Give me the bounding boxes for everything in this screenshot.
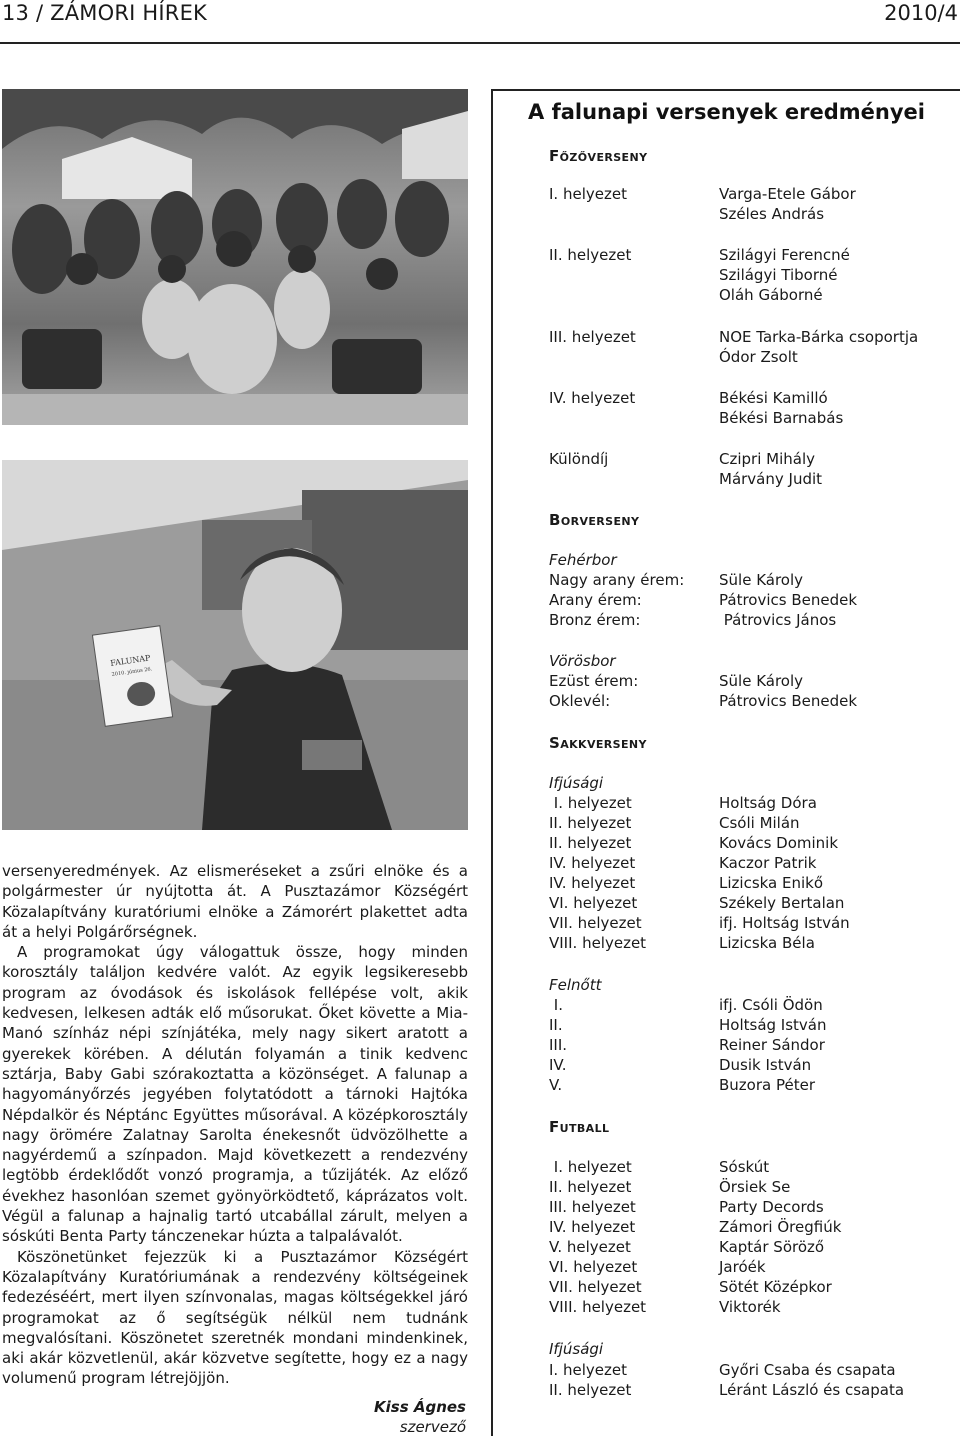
name: Szilágyi Tiborné xyxy=(719,266,838,284)
subheading-felnott: Felnőtt xyxy=(549,976,602,994)
result-row xyxy=(493,874,960,894)
result-row xyxy=(493,1278,960,1298)
place: II. xyxy=(549,1016,563,1034)
result-row xyxy=(493,328,960,348)
article-paragraph: Köszönetünket fejezzük ki a Pusztazámor Községért Közalapítvány Kuratóriumának a rendezvény költségeinek fedezéséért, mert ilyen színvonalas, magas költségekkel járó programokat az ő segítségük nélkül nem tudnánk megvalósítani. Köszönetet szeretnék mondani mindenkinek, aki akár közvetlenül, akár közvetve segítette, hogy ez a nagy volumenű program létrejöjjön. xyxy=(2,1247,468,1388)
result-row xyxy=(493,1158,960,1178)
place: VIII. helyezet xyxy=(549,934,647,952)
name: Pátrovics Benedek xyxy=(719,591,858,609)
place: I. helyezet xyxy=(549,1158,632,1176)
subheading-ifjusagi: Ifjúsági xyxy=(549,774,604,792)
name: Holtság Dóra xyxy=(719,794,817,812)
place: II. helyezet xyxy=(549,246,632,264)
name: Székely Bertalan xyxy=(719,894,845,912)
name: ifj. Csóli Ödön xyxy=(719,996,823,1014)
place: IV. helyezet xyxy=(549,1218,636,1236)
result-row xyxy=(493,611,960,631)
name: Süle Károly xyxy=(719,672,804,690)
place: I. helyezet xyxy=(549,794,632,812)
result-row xyxy=(493,1036,960,1056)
article-body xyxy=(2,861,468,1389)
name: Pátrovics János xyxy=(719,611,837,629)
subheading-futball-ifjusagi: Ifjúsági xyxy=(549,1340,604,1358)
result-row xyxy=(493,692,960,712)
result-row xyxy=(493,854,960,874)
name: Békési Kamilló xyxy=(719,389,828,407)
result-row xyxy=(493,814,960,834)
result-row xyxy=(493,591,960,611)
name: Csóli Milán xyxy=(719,814,800,832)
name: Süle Károly xyxy=(719,571,804,589)
result-row xyxy=(493,1016,960,1036)
place: Nagy arany érem: xyxy=(549,571,685,589)
article-paragraph: A programokat úgy válogattuk össze, hogy minden korosztály találjon kedvére valót. Az egyik legsikeresebb program az óvodások és iskolások fellépése volt, akik kedvesen, lelkesen adták elő műsorukat. Őket követte a Mia-Manó színház népi színjátéka, mely nagy sikert aratott a gyerekek körében. A délután folyamán a tinik kedvenc sztárja, Baby Gabi szórakoztatta a közönséget. A falunap a hagyományőrzés jegyében folytatódott a tárnoki Hajtóka Népdalkör és Néptánc Együttes műsorával. A középkorosztály nagy örömére Zalatnay Sarolta énekesnőt üdvözölhette a nagyérdemű a színpadon. Majd következett a rendezvény legtöbb érdeklődőt vonzó programja, a tűzijáték. Az előző évekhez hasonlóan szemet gyönyörködtető, káprázatos volt. Végül a falunap a hajnalig tartó utcabállal zárult, melyen a sóskúti Benta Party tánczenekar húzta a talpalávalót. xyxy=(2,943,468,1246)
result-row xyxy=(493,571,960,591)
name: Győri Csaba és csapata xyxy=(719,1361,896,1379)
place: Ezüst érem: xyxy=(549,672,639,690)
page-header xyxy=(0,0,960,44)
result-row xyxy=(493,1218,960,1238)
name: Örsiek Se xyxy=(719,1178,791,1196)
place: VII. helyezet xyxy=(549,1278,642,1296)
place: Különdíj xyxy=(549,450,609,468)
subheading-vorosbor: Vörösbor xyxy=(549,652,616,670)
place: VI. helyezet xyxy=(549,1258,638,1276)
name: Zámori Öregfiúk xyxy=(719,1218,842,1236)
card-date: 2010. június 26. xyxy=(111,666,153,678)
place: VIII. helyezet xyxy=(549,1298,647,1316)
name: Czipri Mihály xyxy=(719,450,815,468)
header-issue-title: 13 / ZÁMORI HÍREK xyxy=(2,1,208,25)
result-row xyxy=(493,1076,960,1096)
result-row xyxy=(493,794,960,814)
result-row xyxy=(493,348,960,368)
author-role: szervező xyxy=(399,1418,466,1436)
name: Lizicska Béla xyxy=(719,934,815,952)
place: VI. helyezet xyxy=(549,894,638,912)
name: Ódor Zsolt xyxy=(719,348,798,366)
result-row xyxy=(493,389,960,409)
result-row xyxy=(493,185,960,205)
name: Varga-Etele Gábor xyxy=(719,185,856,203)
result-row xyxy=(493,286,960,306)
result-row xyxy=(493,205,960,225)
name: Sóskút xyxy=(719,1158,770,1176)
place: Oklevél: xyxy=(549,692,611,710)
place: III. xyxy=(549,1036,568,1054)
place: VII. helyezet xyxy=(549,914,642,932)
crowd-photo xyxy=(2,89,468,425)
boy-with-card-photo xyxy=(2,460,468,830)
place: IV. xyxy=(549,1056,567,1074)
place: Bronz érem: xyxy=(549,611,641,629)
section-heading-borverseny: Borverseny xyxy=(549,511,640,529)
result-row xyxy=(493,266,960,286)
results-title: A falunapi versenyek eredményei xyxy=(528,100,925,124)
section-heading-fozoverseny: Főzőverseny xyxy=(549,147,648,165)
result-row xyxy=(493,1381,960,1401)
name: Buzora Péter xyxy=(719,1076,815,1094)
place: I. helyezet xyxy=(549,185,627,203)
place: II. helyezet xyxy=(549,814,632,832)
result-row xyxy=(493,1298,960,1318)
header-issue-number: 2010/4 xyxy=(884,1,958,25)
place: II. helyezet xyxy=(549,1178,632,1196)
result-row xyxy=(493,672,960,692)
place: IV. helyezet xyxy=(549,389,636,407)
name: Sötét Középkor xyxy=(719,1278,832,1296)
name: Dusik István xyxy=(719,1056,812,1074)
result-row xyxy=(493,834,960,854)
result-row xyxy=(493,934,960,954)
name: Márvány Judit xyxy=(719,470,823,488)
article-paragraph: versenyeredmények. Az elismeréseket a zsűri elnöke és a polgármester úr nyújtotta át. A Pusztazámor Községért Közalapítvány kuratóriumi elnöke a Zámorért plakettet adta át a helyi Polgárőrségnek. xyxy=(2,862,468,941)
name: Holtság István xyxy=(719,1016,827,1034)
result-row xyxy=(493,914,960,934)
result-row xyxy=(493,1198,960,1218)
name: NOE Tarka-Bárka csoportja xyxy=(719,328,919,346)
name: Széles András xyxy=(719,205,825,223)
name: Jaróék xyxy=(719,1258,766,1276)
name: Léránt László és csapata xyxy=(719,1381,905,1399)
place: Arany érem: xyxy=(549,591,642,609)
place: IV. helyezet xyxy=(549,874,636,892)
result-row xyxy=(493,1178,960,1198)
subheading-feherbor: Fehérbor xyxy=(549,551,617,569)
name: Békési Barnabás xyxy=(719,409,844,427)
name: Party Decords xyxy=(719,1198,824,1216)
name: Viktorék xyxy=(719,1298,781,1316)
name: Kaptár Söröző xyxy=(719,1238,825,1256)
place: II. helyezet xyxy=(549,1381,632,1399)
section-heading-futball: Futball xyxy=(549,1118,610,1136)
name: Lizicska Enikő xyxy=(719,874,824,892)
place: III. helyezet xyxy=(549,1198,636,1216)
place: II. helyezet xyxy=(549,834,632,852)
name: Reiner Sándor xyxy=(719,1036,825,1054)
place: V. helyezet xyxy=(549,1238,631,1256)
result-row xyxy=(493,450,960,470)
name: Kovács Dominik xyxy=(719,834,839,852)
author-name: Kiss Ágnes xyxy=(374,1398,466,1416)
place: I. xyxy=(549,996,563,1014)
result-row xyxy=(493,1361,960,1381)
place: IV. helyezet xyxy=(549,854,636,872)
place: I. helyezet xyxy=(549,1361,627,1379)
name: Pátrovics Benedek xyxy=(719,692,858,710)
place: III. helyezet xyxy=(549,328,636,346)
section-heading-sakkverseny: Sakkverseny xyxy=(549,734,647,752)
name: Oláh Gáborné xyxy=(719,286,823,304)
result-row xyxy=(493,470,960,490)
result-row xyxy=(493,246,960,266)
result-row xyxy=(493,894,960,914)
name: Kaczor Patrik xyxy=(719,854,817,872)
name: ifj. Holtság István xyxy=(719,914,850,932)
card-title: FALUNAP xyxy=(109,653,152,668)
results-panel xyxy=(491,89,960,1436)
result-row xyxy=(493,409,960,429)
name: Szilágyi Ferencné xyxy=(719,246,850,264)
result-row xyxy=(493,996,960,1016)
result-row xyxy=(493,1258,960,1278)
result-row xyxy=(493,1056,960,1076)
result-row xyxy=(493,1238,960,1258)
place: V. xyxy=(549,1076,563,1094)
